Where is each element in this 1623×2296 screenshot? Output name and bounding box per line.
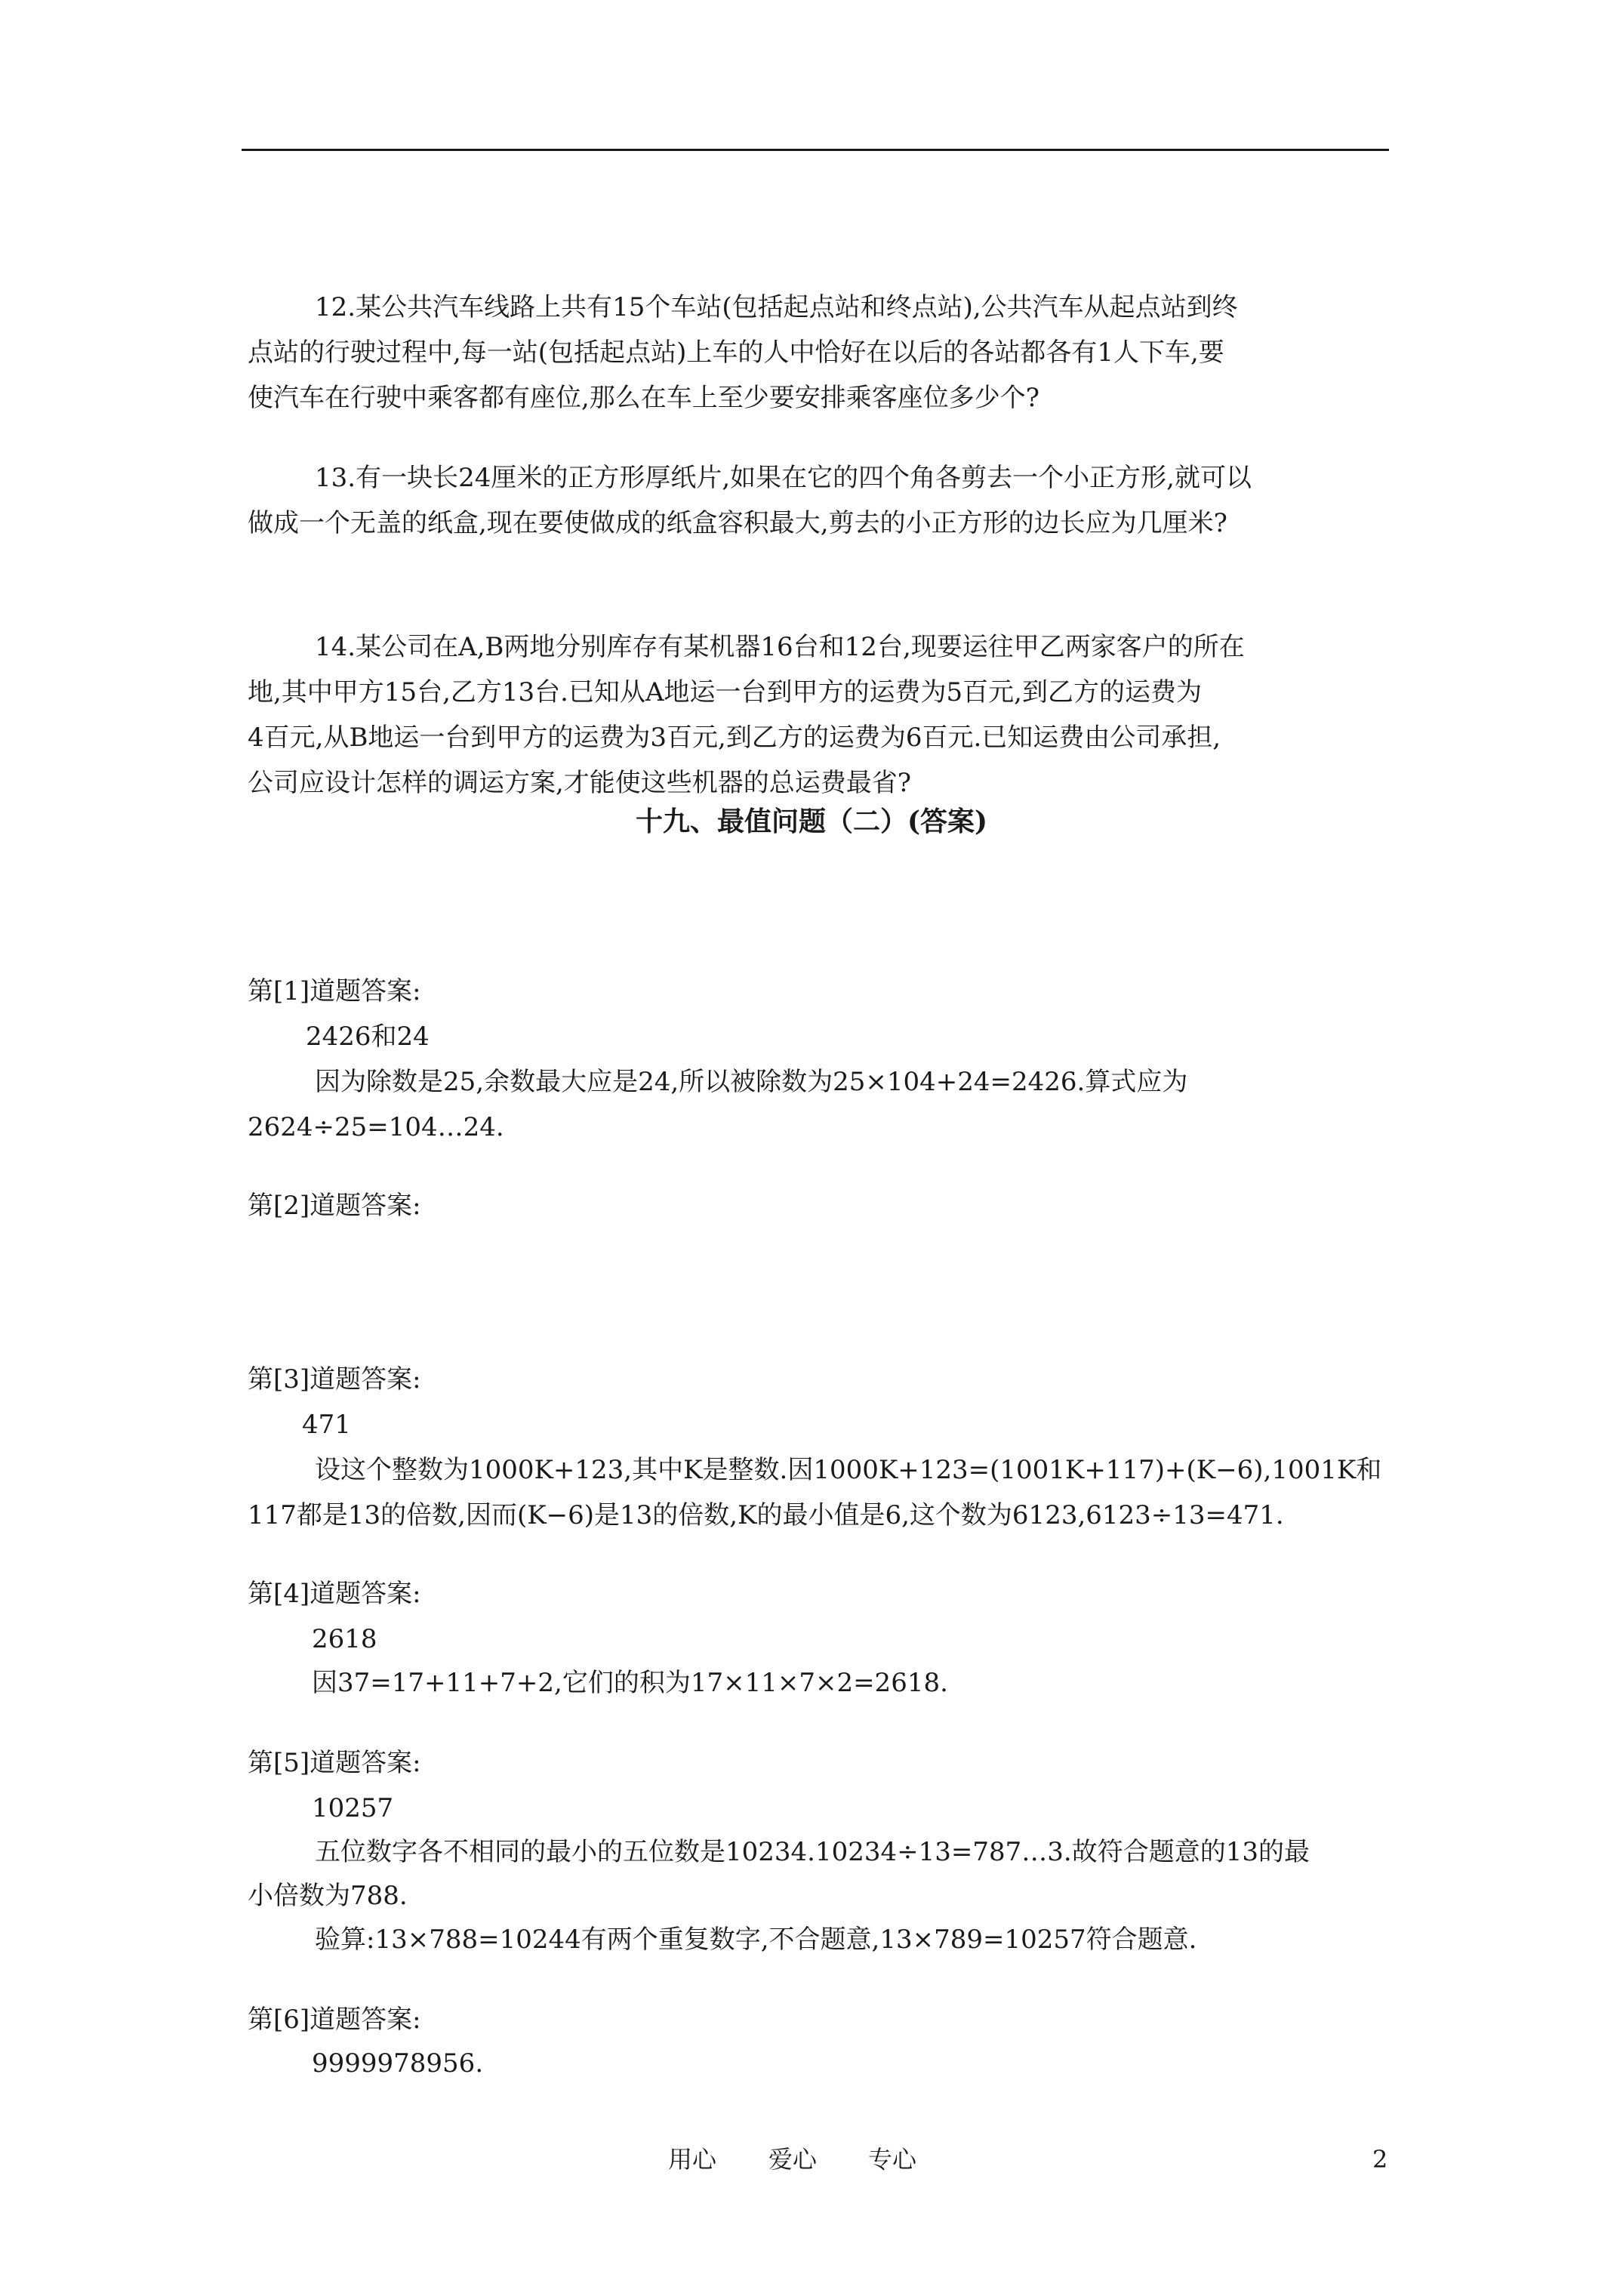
page-number: 2 <box>1372 2145 1388 2174</box>
q13-line-2: 做成一个无盖的纸盒,现在要使做成的纸盒容积最大,剪去的小正方形的边长应为几厘米? <box>248 508 1227 538</box>
answer-3-result: 471 <box>302 1410 351 1440</box>
header-rule <box>242 149 1389 151</box>
answer-1-heading: 第[1]道题答案: <box>248 976 421 1006</box>
footer-left: 用心 <box>668 2145 717 2174</box>
answer-5-line-3: 小倍数为788. <box>248 1881 408 1911</box>
section-title: 十九、最值问题（二）(答案) <box>635 806 988 837</box>
answer-6-result: 9999978956. <box>312 2048 484 2079</box>
answer-2-heading: 第[2]道题答案: <box>248 1191 421 1221</box>
q12-line-1: 12.某公共汽车线路上共有15个车站(包括起点站和终点站),公共汽车从起点站到终 <box>315 292 1238 322</box>
q12-line-3: 使汽车在行驶中乘客都有座位,那么在车上至少要安排乘客座位多少个? <box>248 383 1040 413</box>
q14-line-1: 14.某公司在A,B两地分别库存有某机器16台和12台,现要运往甲乙两家客户的所在 <box>315 632 1245 662</box>
q14-line-3: 4百元,从B地运一台到甲方的运费为3百元,到乙方的运费为6百元.已知运费由公司承担, <box>248 723 1221 753</box>
answer-3-line-3: 117都是13的倍数,因而(K−6)是13的倍数,K的最小值是6,这个数为6123,6123÷13=471. <box>248 1500 1284 1530</box>
answer-5-line-2: 五位数字各不相同的最小的五位数是10234.10234÷13=787…3.故符合题意的13的最 <box>315 1837 1310 1867</box>
answer-1-line-3: 2624÷25=104…24. <box>248 1112 504 1142</box>
q14-line-2: 地,其中甲方15台,乙方13台.已知从A地运一台到甲方的运费为5百元,到乙方的运费为 <box>248 677 1202 707</box>
answer-6-heading: 第[6]道题答案: <box>248 2005 421 2035</box>
q12-line-2: 点站的行驶过程中,每一站(包括起点站)上车的人中恰好在以后的各站都各有1人下车,要 <box>248 337 1224 368</box>
answer-1-line-2: 因为除数是25,余数最大应是24,所以被除数为25×104+24=2426.算式应为 <box>315 1067 1188 1097</box>
footer-right: 专心 <box>868 2145 917 2174</box>
answer-1-result: 2426和24 <box>306 1022 430 1052</box>
footer-middle: 爱心 <box>768 2145 818 2174</box>
answer-5-result: 10257 <box>312 1793 394 1823</box>
q14-line-4: 公司应设计怎样的调运方案,才能使这些机器的总运费最省? <box>248 768 912 798</box>
answer-5-line-4: 验算:13×788=10244有两个重复数字,不合题意,13×789=10257符合题意. <box>315 1925 1197 1955</box>
answer-3-heading: 第[3]道题答案: <box>248 1364 421 1395</box>
answer-5-heading: 第[5]道题答案: <box>248 1748 421 1778</box>
answer-4-heading: 第[4]道题答案: <box>248 1579 421 1609</box>
answer-4-line-2: 因37=17+11+7+2,它们的积为17×11×7×2=2618. <box>312 1668 948 1698</box>
answer-3-line-2: 设这个整数为1000K+123,其中K是整数.因1000K+123=(1001K+117)+(K−6),1001K和 <box>315 1455 1382 1485</box>
answer-4-result: 2618 <box>312 1624 377 1654</box>
q13-line-1: 13.有一块长24厘米的正方形厚纸片,如果在它的四个角各剪去一个小正方形,就可以 <box>315 463 1252 493</box>
